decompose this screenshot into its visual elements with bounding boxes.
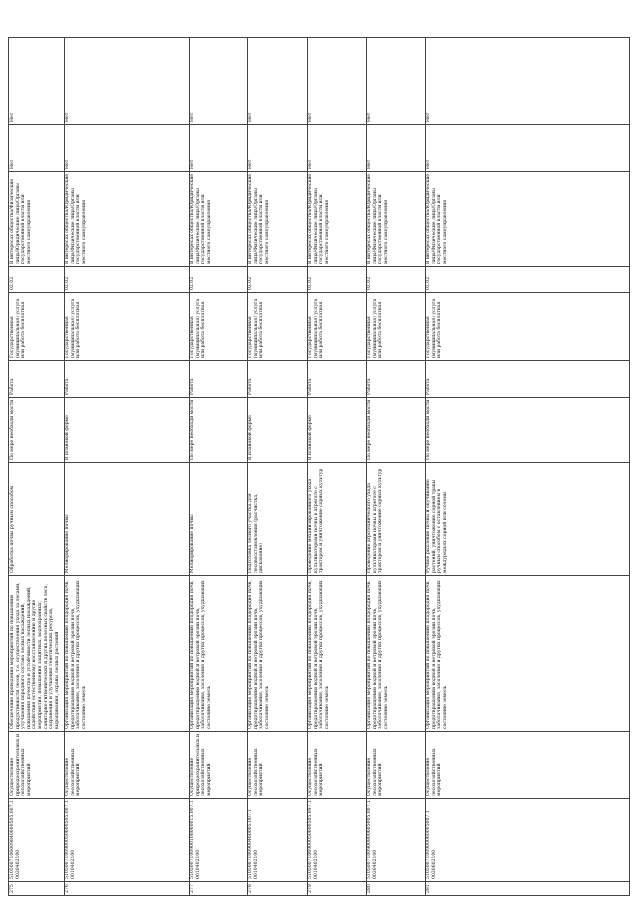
cell-text-form: По мере необходи мости bbox=[10, 399, 15, 460]
cell-name bbox=[189, 731, 247, 798]
cell-text-category: Государственная (муниципальная) услуга или работа бесплатная bbox=[367, 298, 384, 358]
cell-okved bbox=[64, 266, 189, 292]
cell-category bbox=[425, 292, 485, 360]
cell-consumers bbox=[64, 171, 189, 266]
cell-text-name: Осуществление природоохранительных и лесохозяйственных мероприятий bbox=[10, 733, 32, 796]
cell-text-form: В плановой форме bbox=[308, 415, 313, 460]
cell-type bbox=[366, 360, 425, 397]
cell-reg2 bbox=[189, 38, 247, 124]
cell-consumers bbox=[9, 171, 64, 266]
cell-text-okved: 02.02 bbox=[248, 276, 253, 290]
cell-text-type: Работа bbox=[10, 378, 15, 395]
cell-text-type: Работа bbox=[248, 378, 253, 395]
cell-text-type: Работа bbox=[65, 378, 70, 395]
cell-text-category: Государственная (муниципальная) услуга или работа бесплатная bbox=[248, 298, 265, 358]
cell-name bbox=[366, 731, 425, 798]
cell-text-name: Осуществление лесохозяйственных мероприятий bbox=[248, 748, 265, 796]
cell-text-method: Проведение агротехнического ухода культиваторами почвы в агрегате с трактором и уничтожение сорных культур bbox=[367, 468, 384, 573]
cell-text-num: 276 bbox=[65, 884, 70, 893]
cell-reg1 bbox=[425, 124, 485, 171]
cell-text-content: Организация мероприятий по повышению плодородия почв, предотвращению водной и ветровой эрозии почв, заболачивания, засоления и других процессов, ухудшающих состояние земель bbox=[65, 580, 87, 729]
cell-text-type: Работа bbox=[426, 378, 431, 395]
cell-name bbox=[425, 731, 485, 798]
cell-category bbox=[247, 292, 307, 360]
cell-form bbox=[307, 397, 366, 462]
cell-reg1 bbox=[64, 124, 189, 171]
cell-text-consumers: В интересах общества/Юридические лица/Физические лица/Органы государственной власти или местного самоуправления bbox=[190, 173, 212, 264]
cell-text-code: 5105007100900050600505.007.1 0010402100 bbox=[65, 800, 76, 879]
cell-num bbox=[64, 881, 189, 895]
cell-consumers bbox=[307, 171, 366, 266]
cell-text-reg2: Нет bbox=[65, 112, 70, 122]
cell-category bbox=[64, 292, 189, 360]
cell-text-form: По мере необходи мости bbox=[190, 399, 195, 460]
register-table bbox=[8, 37, 630, 896]
cell-text-method: Подготовка лесного участка для лесовосстановления (расчистка, дискование) bbox=[248, 493, 265, 573]
cell-category bbox=[9, 292, 64, 360]
cell-text-okved: 02.02 bbox=[190, 276, 195, 290]
cell-num bbox=[9, 881, 64, 895]
cell-text-code: 5105007100900800605005.007.1 0020402100 bbox=[367, 800, 378, 879]
cell-content bbox=[307, 575, 366, 731]
cell-text-category: Государственная (муниципальная) услуга или работа бесплатная bbox=[65, 298, 82, 358]
cell-category bbox=[366, 292, 425, 360]
cell-type bbox=[247, 360, 307, 397]
cell-consumers bbox=[189, 171, 247, 266]
cell-text-reg1: Нет bbox=[65, 159, 70, 169]
cell-reg2 bbox=[64, 38, 189, 124]
cell-text-reg1: Нет bbox=[426, 159, 431, 169]
cell-code bbox=[9, 798, 64, 881]
cell-text-reg1: Нет bbox=[367, 159, 372, 169]
cell-method bbox=[189, 462, 247, 575]
cell-content bbox=[425, 575, 485, 731]
cell-consumers bbox=[247, 171, 307, 266]
cell-form bbox=[247, 397, 307, 462]
cell-text-form: По мере необходи мости bbox=[367, 399, 372, 460]
cell-text-code: 5105007100900460005.007.1 0010402100 bbox=[248, 808, 259, 879]
cell-text-name: Осуществление лесохозяйственных мероприятий bbox=[367, 748, 384, 796]
cell-text-form: В плановой форме bbox=[65, 415, 70, 460]
cell-code bbox=[366, 798, 425, 881]
cell-text-content: Организация мероприятий по повышению плодородия почв, предотвращению водной и ветровой эрозии почв, заболачивания, засоления и других процессов, ухудшающих состояние земель bbox=[426, 580, 448, 729]
cell-text-name: Осуществление лесохозяйственных мероприятий bbox=[426, 748, 443, 796]
cell-text-type: Работа bbox=[367, 378, 372, 395]
cell-reg2 bbox=[247, 38, 307, 124]
cell-text-okved: 02.02 bbox=[426, 276, 431, 290]
cell-text-num: 279 bbox=[308, 884, 313, 893]
cell-text-code: 5105007106009840600505.007.1 0020402100 bbox=[10, 800, 21, 879]
cell-text-form: В плановой форме bbox=[248, 415, 253, 460]
cell-code bbox=[425, 798, 485, 881]
cell-text-num: 277 bbox=[190, 884, 195, 893]
cell-text-code: 5105007106900050600505.097.1 0010402100 bbox=[308, 800, 319, 879]
cell-text-reg2: Нет bbox=[367, 112, 372, 122]
cell-text-form: По мере необходи мости bbox=[426, 399, 431, 460]
cell-form bbox=[189, 397, 247, 462]
cell-form bbox=[9, 397, 64, 462]
cell-code bbox=[307, 798, 366, 881]
cell-text-num: 275 bbox=[10, 884, 15, 893]
cell-form bbox=[64, 397, 189, 462]
cell-name bbox=[64, 731, 189, 798]
cell-type bbox=[9, 360, 64, 397]
cell-text-okved: 02.02 bbox=[10, 276, 15, 290]
cell-text-reg2: Нет bbox=[190, 112, 195, 122]
cell-text-reg2: Нет bbox=[426, 112, 431, 122]
cell-type bbox=[307, 360, 366, 397]
cell-method bbox=[307, 462, 366, 575]
cell-category bbox=[189, 292, 247, 360]
cell-text-type: Работа bbox=[190, 378, 195, 395]
cell-method bbox=[247, 462, 307, 575]
cell-text-category: Государственная (муниципальная) услуга или работа бесплатная bbox=[308, 298, 325, 358]
cell-method bbox=[64, 462, 189, 575]
cell-form bbox=[425, 397, 485, 462]
cell-text-content: Организация мероприятий по повышению плодородия почв, предотвращению водной и ветровой эрозии почв, заболачивания, засоления и других процессов, ухудшающих состояние земель bbox=[248, 580, 270, 729]
cell-content bbox=[64, 575, 189, 731]
cell-text-content: Организация мероприятий по повышению плодородия почв, предотвращению водной и ветровой эрозии почв, заболачивания, засоления и других процессов, ухудшающих состояние земель bbox=[190, 580, 212, 729]
cell-reg2 bbox=[425, 38, 485, 124]
cell-reg1 bbox=[366, 124, 425, 171]
cell-okved bbox=[366, 266, 425, 292]
cell-text-reg1: Нет bbox=[190, 159, 195, 169]
cell-text-consumers: В интересах общества/Юридические лица/Физические лица/Органы государственной власти или местного самоуправления bbox=[426, 173, 448, 264]
cell-reg2 bbox=[9, 38, 64, 124]
cell-code bbox=[189, 798, 247, 881]
cell-content bbox=[9, 575, 64, 731]
cell-code bbox=[247, 798, 307, 881]
cell-text-reg1: Нет bbox=[248, 159, 253, 169]
cell-text-code: 5105007100900060005007.1 0020602100 bbox=[426, 810, 437, 879]
cell-method bbox=[9, 462, 64, 575]
cell-text-category: Государственная (муниципальная) услуга или работа бесплатная bbox=[10, 298, 27, 358]
cell-text-content: Организация мероприятий по повышению плодородия почв, предотвращению водной и ветровой эрозии почв, заболачивания, засоления и других процессов, ухудшающих состояние земель bbox=[308, 580, 330, 729]
cell-code bbox=[64, 798, 189, 881]
cell-okved bbox=[425, 266, 485, 292]
cell-reg2 bbox=[366, 38, 425, 124]
cell-num bbox=[247, 881, 307, 895]
cell-method bbox=[366, 462, 425, 575]
cell-text-name: Осуществление природоохранительных и лесохозяйственных мероприятий bbox=[190, 733, 212, 796]
cell-text-category: Государственная (муниципальная) услуга или работа бесплатная bbox=[190, 298, 207, 358]
cell-text-category: Государственная (муниципальная) услуга или работа бесплатная bbox=[426, 298, 443, 358]
cell-num bbox=[366, 881, 425, 895]
cell-text-code: 5105007100900108060015.007.1 0010402100 bbox=[190, 800, 201, 879]
cell-form bbox=[366, 397, 425, 462]
cell-text-method: Мелиорирование почвы bbox=[190, 514, 195, 573]
cell-text-num: 278 bbox=[248, 884, 253, 893]
cell-type bbox=[425, 360, 485, 397]
cell-text-okved: 02.02 bbox=[308, 276, 313, 290]
cell-text-reg1: Нет bbox=[10, 159, 15, 169]
cell-text-name: Осуществление лесохозяйственных мероприятий bbox=[65, 748, 82, 796]
cell-okved bbox=[307, 266, 366, 292]
cell-category bbox=[307, 292, 366, 360]
cell-text-consumers: В интересах общества/Юридические лица/Физические лица/Органы государственной власти или местного самоуправления bbox=[248, 173, 270, 264]
cell-text-consumers: В интересах общества/Юридические лица/Физические лица/Органы государственной власти или местного самоуправления bbox=[367, 173, 389, 264]
cell-text-name: Осуществление лесохозяйственных мероприятий bbox=[308, 748, 325, 796]
cell-text-method: Обработка почвы ручным способом bbox=[10, 485, 15, 573]
cell-name bbox=[247, 731, 307, 798]
cell-text-consumers: В интересах общества/Физические лица/Юридические лица/Органы государственной власти или местного самоуправления bbox=[10, 178, 32, 264]
cell-name bbox=[307, 731, 366, 798]
cell-reg2 bbox=[307, 38, 366, 124]
cell-type bbox=[64, 360, 189, 397]
cell-okved bbox=[189, 266, 247, 292]
cell-text-reg1: Нет bbox=[308, 159, 313, 169]
cell-method bbox=[425, 462, 485, 575]
cell-text-method: Мелиорирование почвы bbox=[65, 514, 70, 573]
cell-content bbox=[189, 575, 247, 731]
cell-text-reg2: Нет bbox=[248, 112, 253, 122]
cell-text-type: Работа bbox=[308, 378, 313, 395]
cell-content bbox=[247, 575, 307, 731]
cell-text-consumers: В интересах общества/Юридические лица/Физические лица/Органы государственной власти или местного самоуправления bbox=[308, 173, 330, 264]
cell-reg1 bbox=[307, 124, 366, 171]
cell-text-content: Организация мероприятий по повышению плодородия почв, предотвращению водной и ветровой эрозии почв, заболачивания, засоления и других процессов, ухудшающих состояние земель bbox=[367, 580, 389, 729]
cell-type bbox=[189, 360, 247, 397]
cell-okved bbox=[247, 266, 307, 292]
cell-text-num: 280 bbox=[367, 884, 372, 893]
cell-consumers bbox=[425, 171, 485, 266]
cell-text-num: 281 bbox=[426, 884, 431, 893]
cell-text-content: Обеспечение проведения мероприятий по повышению продуктивности лесов, т.е. осуществления ухода за лесами, улучшения породного состава лесных насаждений, повышения качества и устойчивости лесных насаждений, содействия естественному восстановлению и другие мероприятия, повышения защитных, водоохранных, санитарно-гигиенических и других полезных свойств леса, сохранения и улучшения генетических ресурсов, выращивания, охраны лесных растений bbox=[10, 582, 60, 729]
cell-name bbox=[9, 731, 64, 798]
cell-num bbox=[307, 881, 366, 895]
cell-text-method: Проведение механизированного ухода культиваторами почвы в агрегате с трактором и уничтожение сорных культур bbox=[308, 468, 325, 573]
cell-num bbox=[189, 881, 247, 895]
cell-consumers bbox=[366, 171, 425, 266]
cell-text-okved: 02.02 bbox=[65, 276, 70, 290]
cell-okved bbox=[9, 266, 64, 292]
cell-text-method: Ручное рыхление почвы и окучивание растений, уничтожение сорной травы ручным способом с оставлением в междурядьях сорной или соломы bbox=[426, 479, 448, 573]
cell-reg1 bbox=[247, 124, 307, 171]
cell-text-consumers: В интересах общества/Юридические лица/Физические лица/Органы государственной власти или местного самоуправления bbox=[65, 173, 87, 264]
cell-text-reg2: Нет bbox=[308, 112, 313, 122]
cell-content bbox=[366, 575, 425, 731]
cell-text-okved: 02.02 bbox=[367, 276, 372, 290]
cell-num bbox=[425, 881, 485, 895]
cell-text-reg2: Нет bbox=[10, 112, 15, 122]
cell-reg1 bbox=[9, 124, 64, 171]
cell-reg1 bbox=[189, 124, 247, 171]
